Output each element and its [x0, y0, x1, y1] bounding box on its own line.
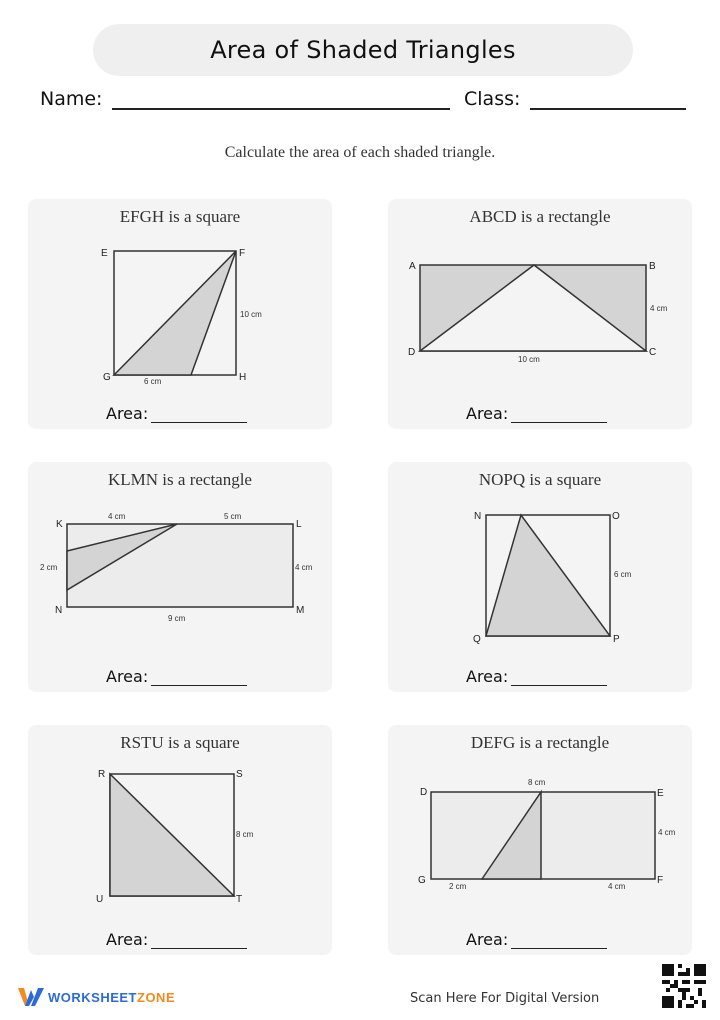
point-o: O — [612, 511, 620, 522]
measure-base: 6 cm — [144, 377, 162, 386]
logo-text-main: WORKSHEET — [48, 989, 137, 1005]
measure-base: 10 cm — [518, 355, 540, 364]
problem-card-abcd — [388, 199, 692, 429]
point-g: G — [103, 372, 111, 383]
measure-top-left: 4 cm — [108, 512, 126, 521]
point-h: H — [239, 372, 247, 383]
area-blank[interactable] — [151, 669, 247, 686]
measure-base-right: 4 cm — [608, 882, 626, 891]
area-blank[interactable] — [511, 932, 607, 949]
scan-caption: Scan Here For Digital Version — [410, 991, 600, 1006]
area-label: Area: — [106, 930, 149, 949]
area-label: Area: — [466, 930, 509, 949]
area-answer[interactable] — [466, 930, 607, 949]
logo-text-accent: ZONE — [137, 989, 176, 1005]
point-b: B — [649, 261, 656, 272]
point-d: D — [408, 347, 416, 358]
measure-right: 4 cm — [295, 563, 313, 572]
worksheetzone-logo[interactable] — [18, 986, 175, 1008]
point-p: P — [613, 634, 620, 645]
point-s: S — [236, 769, 243, 780]
problem-card-klmn — [28, 462, 332, 692]
diagram-nopq — [388, 462, 692, 692]
measure-base-left: 2 cm — [449, 882, 467, 891]
point-d: D — [420, 787, 428, 798]
measure-side: 6 cm — [614, 570, 632, 579]
qr-code-icon[interactable] — [662, 964, 706, 1008]
measure-side: 8 cm — [236, 830, 254, 839]
problem-card-defg — [388, 725, 692, 955]
title-banner — [93, 24, 633, 76]
area-answer[interactable] — [106, 667, 247, 686]
point-r: R — [98, 769, 106, 780]
name-field[interactable] — [112, 108, 450, 110]
measure-right: 4 cm — [658, 828, 676, 837]
area-blank[interactable] — [151, 932, 247, 949]
point-n: N — [474, 511, 482, 522]
class-field[interactable] — [530, 108, 686, 110]
problem-title: RSTU is a square — [120, 733, 240, 752]
problem-title: DEFG is a rectangle — [470, 733, 610, 752]
problem-title: KLMN is a rectangle — [108, 470, 252, 489]
problem-title: ABCD is a rectangle — [469, 207, 611, 226]
measure-left: 2 cm — [40, 563, 58, 572]
diagram-defg — [388, 725, 692, 955]
measure-side: 10 cm — [240, 310, 262, 319]
area-answer[interactable] — [466, 667, 607, 686]
point-m: M — [296, 605, 305, 616]
area-blank[interactable] — [511, 406, 607, 423]
area-answer[interactable] — [466, 404, 607, 423]
point-a: A — [409, 261, 416, 272]
problem-title: NOPQ is a square — [478, 470, 602, 489]
measure-base: 9 cm — [168, 614, 186, 623]
problem-card-nopq — [388, 462, 692, 692]
logo-w-icon — [18, 986, 44, 1008]
point-g: G — [418, 875, 426, 886]
area-answer[interactable] — [106, 930, 247, 949]
point-u: U — [96, 894, 104, 905]
area-answer[interactable] — [106, 404, 247, 423]
point-k: K — [56, 519, 63, 530]
class-label: Class: — [464, 88, 521, 110]
point-q: Q — [473, 634, 481, 645]
point-l: L — [296, 519, 302, 530]
measure-top: 8 cm — [528, 778, 546, 787]
page-title: Area of Shaded Triangles — [210, 36, 516, 64]
problem-card-efgh — [28, 199, 332, 429]
diagram-klmn — [28, 462, 332, 692]
diagram-rstu — [28, 725, 332, 955]
name-label: Name: — [40, 88, 103, 110]
point-c: C — [649, 347, 657, 358]
point-f: F — [239, 248, 246, 259]
point-t: T — [236, 894, 243, 905]
problem-title: EFGH is a square — [119, 207, 241, 226]
point-n: N — [55, 605, 63, 616]
point-e: E — [657, 788, 664, 799]
problem-card-rstu — [28, 725, 332, 955]
area-label: Area: — [106, 667, 149, 686]
diagram-abcd — [388, 199, 692, 429]
instructions: Calculate the area of each shaded triangle. — [224, 144, 496, 161]
point-f: F — [657, 875, 664, 886]
diagram-efgh — [28, 199, 332, 429]
area-blank[interactable] — [511, 669, 607, 686]
measure-top-right: 5 cm — [224, 512, 242, 521]
point-e: E — [101, 248, 108, 259]
area-label: Area: — [466, 404, 509, 423]
area-blank[interactable] — [151, 406, 247, 423]
measure-side: 4 cm — [650, 304, 668, 313]
area-label: Area: — [106, 404, 149, 423]
area-label: Area: — [466, 667, 509, 686]
